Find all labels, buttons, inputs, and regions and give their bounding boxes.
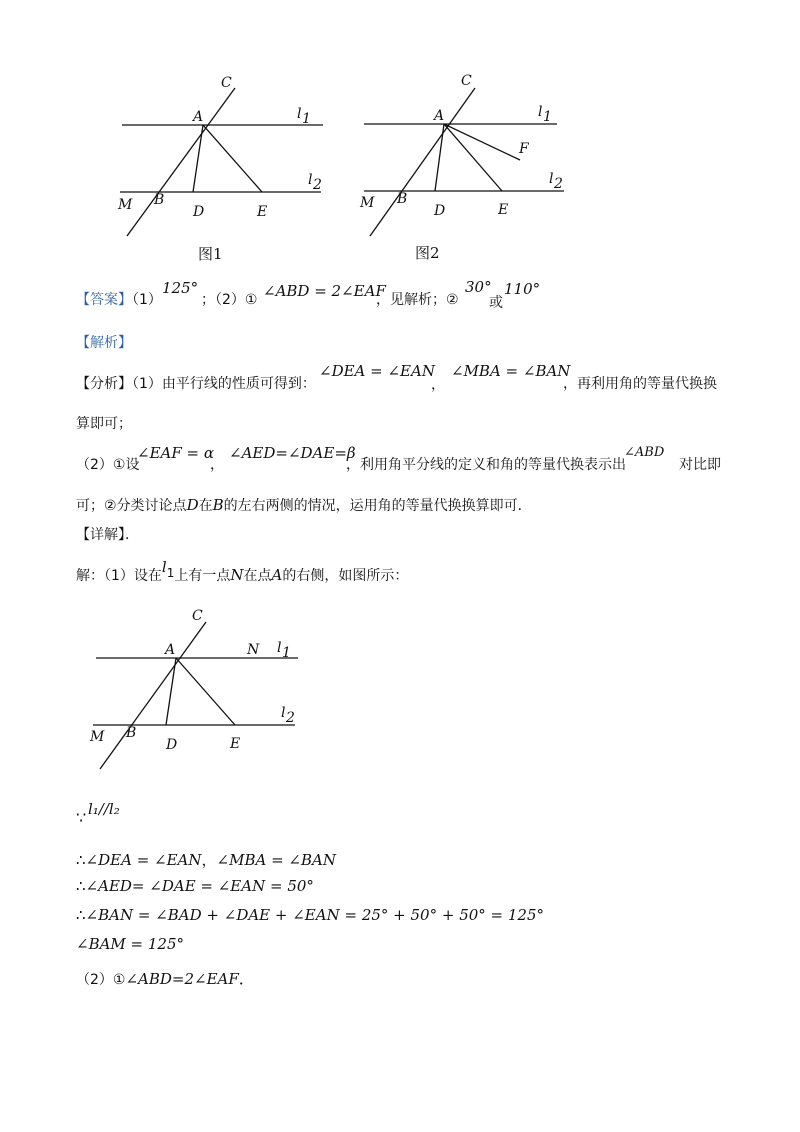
fig3-label-m: M	[90, 729, 105, 745]
line-mc	[370, 88, 475, 236]
fig3-label-l2: l	[281, 705, 286, 721]
step-1	[76, 849, 336, 870]
step-3	[76, 906, 544, 924]
step-2-eq: ∠AED= ∠DAE = ∠EAN = 50°	[85, 877, 314, 895]
fig2-label-b: B	[397, 191, 408, 207]
xiangjie-tag: 【详解】	[76, 527, 125, 543]
answer-or: 或	[489, 295, 503, 311]
line-mc	[100, 622, 206, 769]
step-4: ∠BAM = 125°	[76, 935, 185, 953]
fig1-caption: 图1	[198, 245, 223, 263]
sol-l-sub: 1	[166, 566, 175, 580]
step-2	[76, 877, 314, 895]
fig1-label-d: D	[193, 204, 205, 220]
fig2-label-f: F	[519, 141, 529, 157]
fig1-label-b: B	[154, 192, 165, 208]
fig3-label-c: C	[192, 608, 203, 624]
part2-text-4b: 在	[198, 498, 213, 514]
fenxi-tag: 【分析】	[76, 376, 132, 392]
fig1-label-c: C	[221, 75, 232, 91]
fig1-label-m: M	[118, 197, 133, 213]
answer-sep: ；（2）①	[201, 292, 258, 308]
fig2-label-m: M	[360, 195, 375, 211]
segment-ae	[176, 658, 235, 725]
fig2-label-l2: l	[549, 171, 554, 187]
figure-3	[93, 622, 298, 769]
step-5-eq: ∠ABD=2∠EAF	[125, 970, 239, 988]
fenxi-text-2: ，再利用角的等量代换换	[563, 376, 717, 392]
answer-value-3: 110°	[504, 280, 541, 298]
analysis-tag: 【解析】	[76, 335, 132, 351]
fig2-label-d: D	[434, 203, 446, 219]
fig2-label-l1-sub: 1	[543, 109, 552, 125]
step-5	[76, 966, 255, 989]
part2-text-2: ，利用角平分线的定义和角的等量代换表示出	[346, 457, 626, 473]
sol-text-2: 上有一点	[174, 568, 231, 584]
therefore-symbol: ∴	[76, 906, 86, 924]
fig1-label-e: E	[257, 204, 268, 220]
point-d: D	[186, 496, 199, 514]
figure-1	[120, 88, 323, 236]
fenxi-text-1: （1）由平行线的性质可得到：	[132, 376, 316, 392]
solution-intro	[76, 558, 409, 585]
fig1-label-a: A	[193, 109, 204, 125]
fig3-label-a: A	[165, 642, 176, 658]
part2-text-3: 对比即	[679, 457, 721, 473]
step-5-prefix: （2）①	[76, 972, 126, 988]
fig2-label-l2-sub: 2	[554, 176, 563, 192]
answer-tag: 【答案】	[76, 292, 132, 308]
part2-math-2: ∠AED=∠DAE=β	[229, 444, 356, 462]
answer-see: ，见解析；②	[376, 292, 459, 308]
fenxi-text-3: 算即可；	[76, 416, 132, 432]
fig2-label-e: E	[498, 202, 509, 218]
fenxi-line	[76, 375, 316, 393]
sol-text-1: 解：（1）设在	[76, 568, 162, 584]
segment-ae	[203, 125, 262, 192]
line-mc	[127, 88, 235, 236]
segment-ad	[193, 125, 203, 192]
step-1-comma: ，	[201, 851, 217, 869]
segment-ad	[166, 658, 176, 725]
therefore-symbol: ∴	[76, 851, 86, 869]
step-1c: ∠MBA = ∠BAN	[216, 851, 336, 869]
fig3-label-l2-sub: 2	[286, 710, 295, 726]
point-b: B	[212, 496, 224, 514]
ray-af	[444, 124, 520, 160]
part2-comma: ，	[210, 457, 224, 473]
fig3-label-n: N	[247, 642, 260, 658]
segment-ae	[444, 124, 502, 191]
parallel-statement: l₁//l₂	[88, 800, 120, 818]
therefore-symbol: ∴	[76, 877, 86, 895]
figure-2	[364, 88, 564, 236]
fig3-label-b: B	[126, 725, 137, 741]
step-5-dot: ．	[238, 969, 255, 988]
answer-part1: （1）	[132, 292, 162, 308]
fig1-label-l2-sub: 2	[313, 177, 322, 193]
sol-l: l	[161, 558, 167, 576]
part2-text-4c: 的左右两侧的情况，运用角的等量代换换算即可．	[223, 498, 532, 514]
fig3-label-l1-sub: 1	[282, 645, 291, 661]
fig3-label-l1: l	[277, 640, 282, 656]
answer-relation: ∠ABD = 2∠EAF	[263, 282, 386, 300]
part2-math-1: ∠EAF = α	[137, 444, 214, 462]
sol-point-n: N	[230, 566, 244, 584]
step-3-eq: ∠BAN = ∠BAD + ∠DAE + ∠EAN = 25° + 50° + 50° = 125°	[85, 906, 545, 924]
fig2-label-l1: l	[538, 104, 543, 120]
fenxi-math-2: ∠MBA = ∠BAN	[451, 362, 571, 380]
xiangjie-line	[76, 526, 139, 544]
answer-value-1: 125°	[162, 279, 199, 297]
fig1-label-l1-sub: 1	[302, 111, 311, 127]
step-1a: ∠DEA = ∠EAN	[85, 851, 202, 869]
fig1-label-l1: l	[297, 106, 302, 122]
fig3-label-e: E	[230, 736, 241, 752]
fig2-label-a: A	[434, 108, 445, 124]
sol-text-3: 在点	[243, 568, 272, 584]
answer-line	[76, 291, 162, 309]
sol-point-a: A	[271, 566, 283, 584]
because-symbol: ∵	[76, 808, 87, 827]
part2-text-1: （2）①设	[76, 457, 140, 473]
fenxi-math-1: ∠DEA = ∠EAN	[319, 362, 435, 380]
fig1-label-l2: l	[308, 172, 313, 188]
fig2-caption: 图2	[415, 244, 440, 262]
part2-line-2	[76, 496, 532, 515]
sol-text-4: 的右侧，如图所示：	[282, 568, 409, 584]
xiangjie-dot: ．	[125, 527, 139, 543]
part2-math-3: ∠ABD	[624, 445, 665, 460]
segment-ad	[435, 124, 444, 191]
part2-text-4a: 可；②分类讨论点	[76, 498, 187, 514]
fenxi-comma: ，	[431, 377, 445, 393]
answer-value-2: 30°	[465, 278, 492, 296]
fig2-label-c: C	[461, 73, 472, 89]
fig3-label-d: D	[166, 737, 178, 753]
